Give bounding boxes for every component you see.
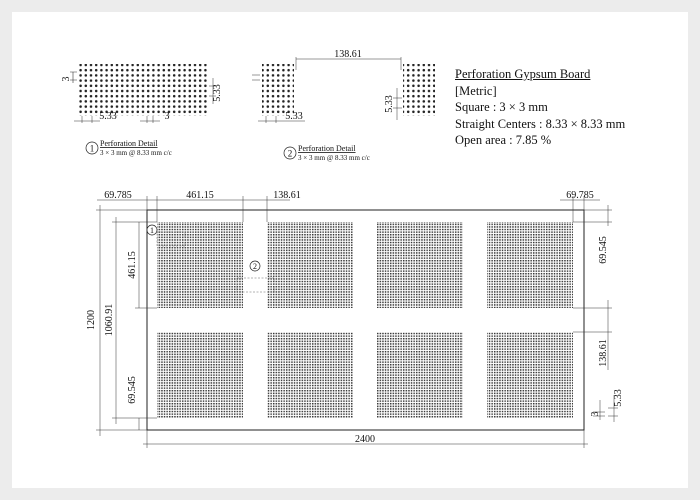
board-marker-1-label: 1 [150,226,154,235]
perforation-block [377,222,463,308]
gypsum-board-plan [86,190,624,448]
dim-block-height: 461.15 [127,251,138,279]
spec-open-area: Open area : 7.85 % [455,133,552,147]
detail-1-dim-spacing-h: 3 [164,111,170,122]
detail-2-title: Perforation Detail [298,144,356,153]
dim-total-width: 2400 [355,434,375,445]
detail-1-dim-pitch-v: 5.33 [212,84,223,102]
dim-gap-height-right: 138.61 [598,339,609,367]
dim-bottom-margin-left: 69.545 [127,376,138,404]
detail-1-dim-pitch-h: 5.33 [99,111,117,122]
dim-inner-height: 1060.91 [104,303,115,337]
detail-2-subtitle: 3 × 3 mm @ 8.33 mm c/c [298,154,370,162]
detail-1-dim-hole-size: 3 [61,76,72,82]
spec-unit: [Metric] [455,83,497,98]
detail-2-dim-gap: 138.61 [334,49,362,60]
perforation-block [157,332,243,418]
perforation-block [377,332,463,418]
board-marker-2-label: 2 [253,262,257,271]
dim-pitch-right: 5.33 [613,389,624,407]
detail-2-dim-pitch-h: 5.33 [285,111,303,122]
detail-2-dim-pitch-v: 5.33 [384,95,395,113]
detail-2-hole-grid-right [403,64,435,116]
perforation-block [157,222,243,308]
perforation-block [487,222,573,308]
spec-square: Square : 3 × 3 mm [455,100,548,114]
spec-block [455,66,625,149]
detail-1-title: Perforation Detail [100,139,158,148]
dim-hole-right: 3 [590,411,601,417]
dim-block-width: 461.15 [186,190,214,201]
perforation-block [267,332,353,418]
detail-2-hole-grid-left [262,64,294,116]
detail-2-number: 2 [287,148,293,159]
perforation-detail-2 [252,49,435,162]
dim-top-margin-right: 69.545 [598,236,609,264]
spec-title: Perforation Gypsum Board [455,67,591,81]
detail-1-subtitle: 3 × 3 mm @ 8.33 mm c/c [100,149,172,157]
detail-1-hole-grid [78,64,207,116]
perforation-block [267,222,353,308]
dim-right-margin: 69.785 [566,190,594,201]
detail-1-number: 1 [89,143,95,154]
dim-total-height: 1200 [86,310,97,330]
spec-centers: Straight Centers : 8.33 × 8.33 mm [455,116,626,131]
perforation-detail-1 [61,64,223,157]
dim-gap-width: 138.61 [273,190,301,201]
dim-left-margin: 69.785 [104,190,132,201]
perforation-block [487,332,573,418]
